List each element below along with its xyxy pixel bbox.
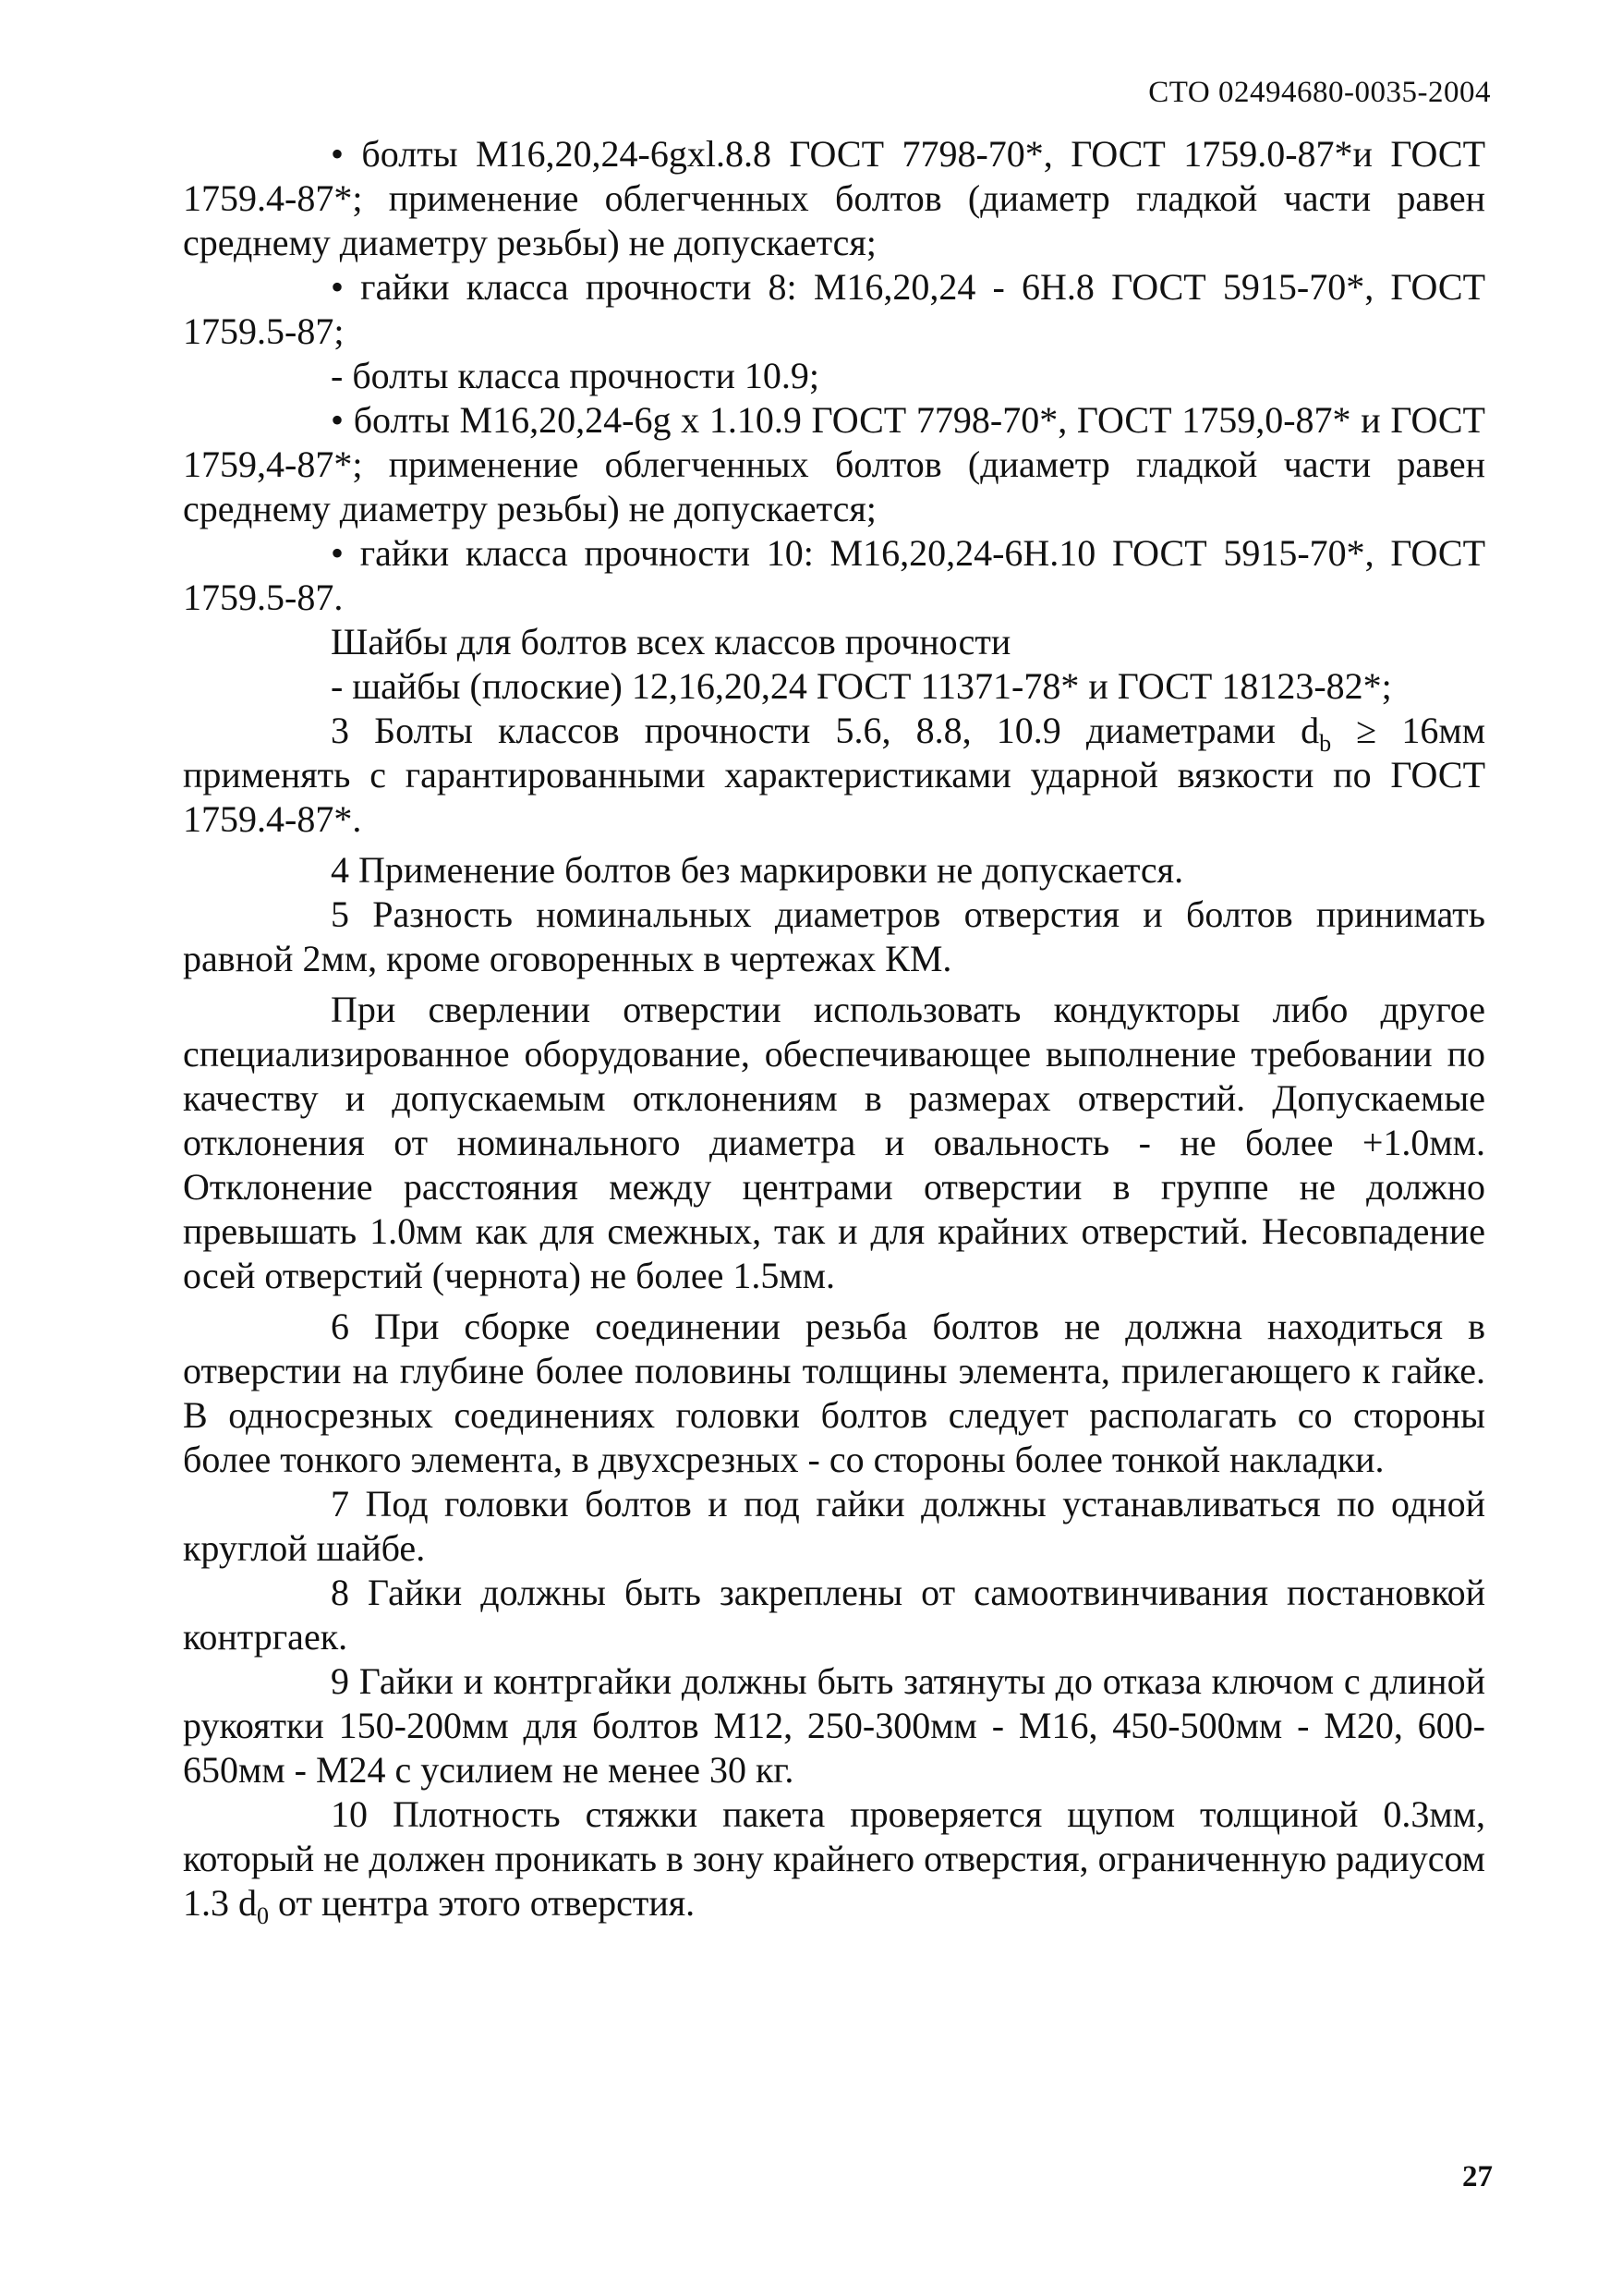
paragraph-washers-heading: Шайбы для болтов всех классов прочности — [331, 621, 1011, 662]
paragraph-nuts-class-8: • гайки класса прочности 8: М16,20,24 - 6Н.8 ГОСТ 5915-70*, ГОСТ 1759.5-87; — [183, 266, 1485, 352]
paragraph-item-10 — [183, 1792, 1485, 1929]
item-3-text-after: ≥ 16мм применять с гарантированными характеристиками ударной вязкости по ГОСТ 1759.4-87*. — [183, 710, 1485, 840]
paragraph-item-7: 7 Под головки болтов и под гайки должны устанавливаться по одной круглой шайбе. — [183, 1483, 1485, 1569]
document-code-header: СТО 02494680-0035-2004 — [1148, 76, 1491, 109]
paragraph-bolts-10-9-spec: • болты М16,20,24-6g x 1.10.9 ГОСТ 7798-70*, ГОСТ 1759,0-87* и ГОСТ 1759,4-87*; применение облегченных болтов (диаметр гладкой части равен среднему диаметру резьбы) не допускается; — [183, 399, 1485, 529]
paragraph-washers-flat: - шайбы (плоские) 12,16,20,24 ГОСТ 11371-78* и ГОСТ 18123-82*; — [331, 665, 1392, 707]
document-body — [183, 132, 1485, 1929]
item-10-text-after: от центра этого отверстия. — [269, 1882, 696, 1924]
paragraph-item-9: 9 Гайки и контргайки должны быть затянуты до отказа ключом с длиной рукоятки 150-200мм для болтов М12, 250-300мм - М16, 450-500мм - М20, 600-650мм - М24 с усилием не менее 30 кг. — [183, 1660, 1485, 1791]
paragraph-drilling: При сверлении отверстии использовать кондукторы либо другое специализированное оборудование, обеспечивающее выполнение требовании по качеству и допускаемым отклонениям в размерах отверстий. Допускаемые отклонения от номинального диаметра и овальность - не более +1.0мм. Отклонение расстояния между центрами отверстии в группе не должно превышать 1.0мм как для смежных, так и для крайних отверстий. Несовпадение осей отверстий (чернота) не более 1.5мм. — [183, 989, 1485, 1296]
item-3-text-before: 3 Болты классов прочности 5.6, 8.8, 10.9 диаметрами d — [331, 710, 1320, 751]
paragraph-item-4: 4 Применение болтов без маркировки не допускается. — [331, 849, 1184, 891]
item-10-subscript: 0 — [257, 1902, 269, 1929]
paragraph-item-3 — [183, 709, 1485, 842]
paragraph-item-8: 8 Гайки должны быть закреплены от самоотвинчивания постановкой контргаек. — [183, 1572, 1485, 1658]
item-3-subscript: b — [1319, 730, 1332, 757]
paragraph-item-6: 6 При сборке соединении резьба болтов не должна находиться в отверстии на глубине более половины толщины элемента, прилегающего к гайке. В односрезных соединениях головки болтов следует располагать со стороны более тонкого элемента, в двухсрезных - со стороны более тонкой накладки. — [183, 1306, 1485, 1480]
paragraph-nuts-class-10: • гайки класса прочности 10: М16,20,24-6Н.10 ГОСТ 5915-70*, ГОСТ 1759.5-87. — [183, 532, 1485, 618]
page-number: 27 — [1462, 2160, 1493, 2193]
paragraph-item-5: 5 Разность номинальных диаметров отверстия и болтов принимать равной 2мм, кроме оговоренных в чертежах КМ. — [183, 893, 1485, 979]
paragraph-bolts-8-8: • болты М16,20,24-6gxl.8.8 ГОСТ 7798-70*, ГОСТ 1759.0-87*и ГОСТ 1759.4-87*; применение облегченных болтов (диаметр гладкой части равен среднему диаметру резьбы) не допускается; — [183, 133, 1485, 263]
paragraph-bolts-class-10-9: - болты класса прочности 10.9; — [331, 355, 820, 396]
item-10-text-before: 10 Плотность стяжки пакета проверяется щупом толщиной 0.3мм, который не должен проникать в зону крайнего отверстия, ограниченную радиусом 1.3 d — [183, 1793, 1485, 1924]
